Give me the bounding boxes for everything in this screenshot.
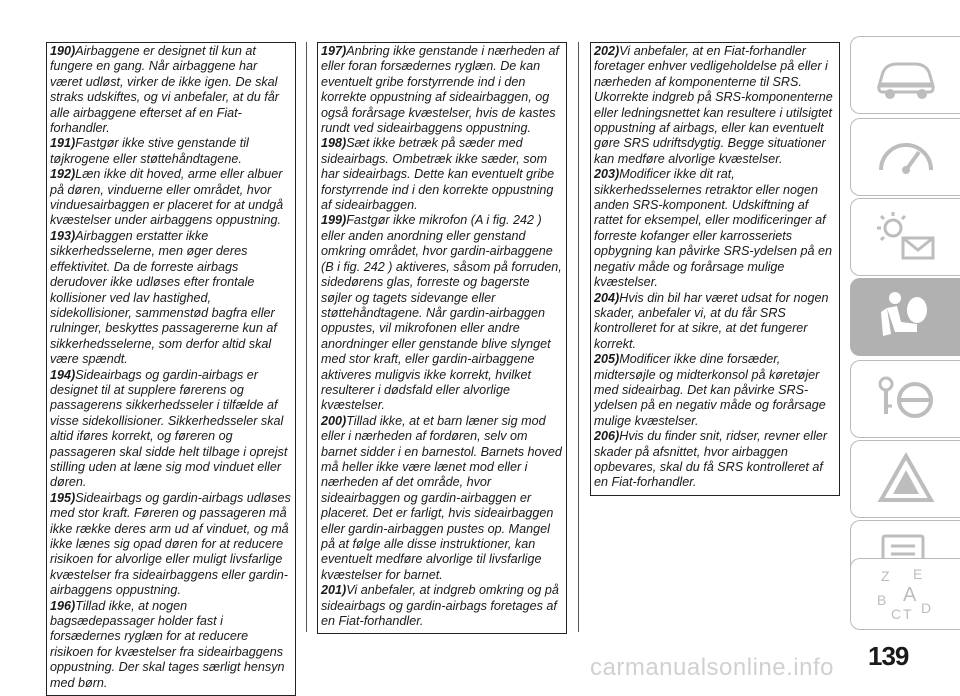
- warning-item: 191)Fastgør ikke stive genstande til tøjkrogene eller støttehåndtagene.: [50, 136, 249, 166]
- car-icon: [873, 46, 939, 104]
- warning-item: 205)Modificer ikke dine forsæder, midtersøjle og midterkonsol på køretøjer med sideairbag. Det kan påvirke SRS-ydelsen på en negativ måde og forårsage mulige kvæstelser.: [594, 352, 826, 428]
- warning-item: 195)Sideairbags og gardin-airbags udløses med stor kraft. Føreren og passageren må ikke række deres arm ud af vinduet, og må ikke lænes sig opad døren for at reducere risikoen for alvorlige eller muligt livsfarlige kvæstelser fra sideairbaggens eller gardin-airbaggens oppustning.: [50, 490, 291, 598]
- warning-light-message-icon: [873, 208, 939, 266]
- tab-vehicle-overview[interactable]: [850, 36, 960, 114]
- warning-item: 201)Vi anbefaler, at indgreb omkring og på sideairbags og gardin-airbags foretages af en Fiat-forhandler.: [321, 583, 559, 629]
- index-letter: T: [902, 606, 912, 622]
- column-divider: [306, 42, 307, 632]
- index-letter: C: [890, 606, 901, 622]
- warning-item: 206)Hvis du finder snit, ridser, revner eller skader på afsnittet, hvor airbaggen opbevares, skal du få SRS kontrolleret af en Fiat-forhandler.: [594, 429, 828, 490]
- tab-emergency[interactable]: [850, 440, 960, 518]
- airbag-seated-person-icon: [873, 288, 939, 346]
- tab-starting-driving[interactable]: [850, 360, 960, 438]
- warning-item: 198)Sæt ikke betræk på sæder med sideairbags. Ombetræk ikke sæder, som har sideairbags. Dette kan eventuelt gribe forstyrrende ind i den korrekte oppustning af sideairbaggen.: [321, 136, 555, 213]
- page-number: 139: [868, 641, 909, 671]
- tab-warning-lights[interactable]: [850, 198, 960, 276]
- column-divider: [578, 42, 579, 632]
- warnings-column-2: [317, 42, 567, 634]
- index-letter: D: [920, 600, 931, 616]
- warnings-column-1: [46, 42, 296, 696]
- index-letter: A: [902, 584, 916, 606]
- gauge-icon: [873, 128, 939, 186]
- warning-item: 197)Anbring ikke genstande i nærheden af eller foran forsædernes ryglæn. De kan eventuelt gribe forstyrrende ind i den korrekte oppustning af sideairbaggen, og også forårsage kvæstelser, hvis de kastes rundt ved sideairbaggens oppustning.: [321, 44, 560, 136]
- warning-item: 199)Fastgør ikke mikrofon (A i fig. 242 ) eller anden anordning eller genstand omkring området, hvor gardin-airbaggene (B i fig. 242 ) aktiveres, såsom på forruden, sidedørens glas, forreste og bagerste søjler og tagets sidevange eller støttehåndtagene. Når gardin-airbaggen oppustes, vil mikrofonen eller andre anordninger eller genstande blive slynget med stor kraft, eller gardin-airbaggene aktiveres muligvis ikke korrekt, hvilket resulterer i dødsfald eller alvorlige kvæstelser.: [321, 213, 562, 413]
- warning-triangle-icon: [873, 450, 939, 508]
- index-letter: E: [912, 566, 922, 582]
- warnings-column-3: [590, 42, 840, 496]
- warning-item: 200)Tillad ikke, at et barn læner sig mod eller i nærheden af fordøren, selv om barnet sidder i en barnestol. Barnets hoved må heller ikke være lænet mod eller i nærheden af det område, hvor sideairbaggen og gardin-airbaggen er placeret. Det er farligt, hvis sideairbaggen eller gardin-airbaggen pustes op. Mangel på at følge alle disse instruktioner, kan eventuelt medføre alvorlige til livsfarlige kvæstelser for barnet.: [321, 413, 562, 582]
- tab-instrument-panel[interactable]: [850, 118, 960, 196]
- key-steering-wheel-icon: [873, 370, 939, 428]
- index-letter: B: [876, 592, 886, 608]
- warning-item: 194)Sideairbags og gardin-airbags er designet til at supplere førerens og passagerens sikkerhedsseler i tilfælde af visse sidekollisioner. Sikkerhedsseler skal altid iføres korrekt, og føreren og passageren skal sidde helt tilbage i oprejst stilling uden at læne sig mod vinduet eller døren.: [50, 367, 288, 490]
- warning-item: 192)Læn ikke dit hoved, arme eller albuer på døren, vinduerne eller området, hvor vinduesairbaggen er placeret for at undgå kvæstelser under airbaggens oppustning.: [50, 167, 284, 228]
- warning-item: 202)Vi anbefaler, at en Fiat-forhandler foretager enhver vedligeholdelse på eller i nærheden af komponenterne til SRS. Ukorrekte indgreb på SRS-komponenterne eller ledningsnettet kan resultere i utilsigtet oppustning af airbags, eller kan eventuelt gøre SRS udriftsdygtig. Begge situationer kan medføre alvorlige kvæstelser.: [594, 44, 833, 166]
- warning-item: 204)Hvis din bil har været udsat for nogen skader, anbefaler vi, at du får SRS kontrolleret for at sikre, at det fungerer korrekt.: [594, 290, 829, 351]
- warning-item: 190)Airbaggene er designet til kun at fungere en gang. Når airbaggene har været udløst, virker de ikke igen. De skal straks udskiftes, og vi anbefaler, at du får alle airbaggene efterset af en Fiat-forhandler.: [50, 44, 279, 136]
- watermark: carmanualsonline.info: [590, 654, 834, 681]
- tab-alphabetical-index[interactable]: [850, 558, 960, 630]
- warning-item: 196)Tillad ikke, at nogen bagsædepassager holder fast i forsædernes ryglæn for at reducere risikoen for kvæstelser fra sideairbaggens oppustning. Der skal tages særligt hensyn med børn.: [50, 598, 285, 690]
- index-letter: Z: [880, 568, 890, 584]
- alphabet-index-icon: [873, 565, 939, 623]
- tab-safety[interactable]: [850, 278, 960, 356]
- warning-item: 193)Airbaggen erstatter ikke sikkerhedsselerne, men øger deres effektivitet. Da de forreste airbags derudover ikke udløses efter frontale kollisioner ved lav hastighed, sidekollisioner, sammenstød bagfra eller rulninger, beskyttes passagererne kun af sikkerhedsselerne, som derfor altid skal være spændt.: [50, 228, 277, 367]
- warning-item: 203)Modificer ikke dit rat, sikkerhedsselernes retraktor eller nogen anden SRS-komponent. Udskiftning af rattet for eksempel, eller modificeringer af forreste kofanger eller karrosseriets opbygning kan påvirke SRS-ydelsen på en negativ måde og forårsage mulige kvæstelser.: [594, 167, 833, 290]
